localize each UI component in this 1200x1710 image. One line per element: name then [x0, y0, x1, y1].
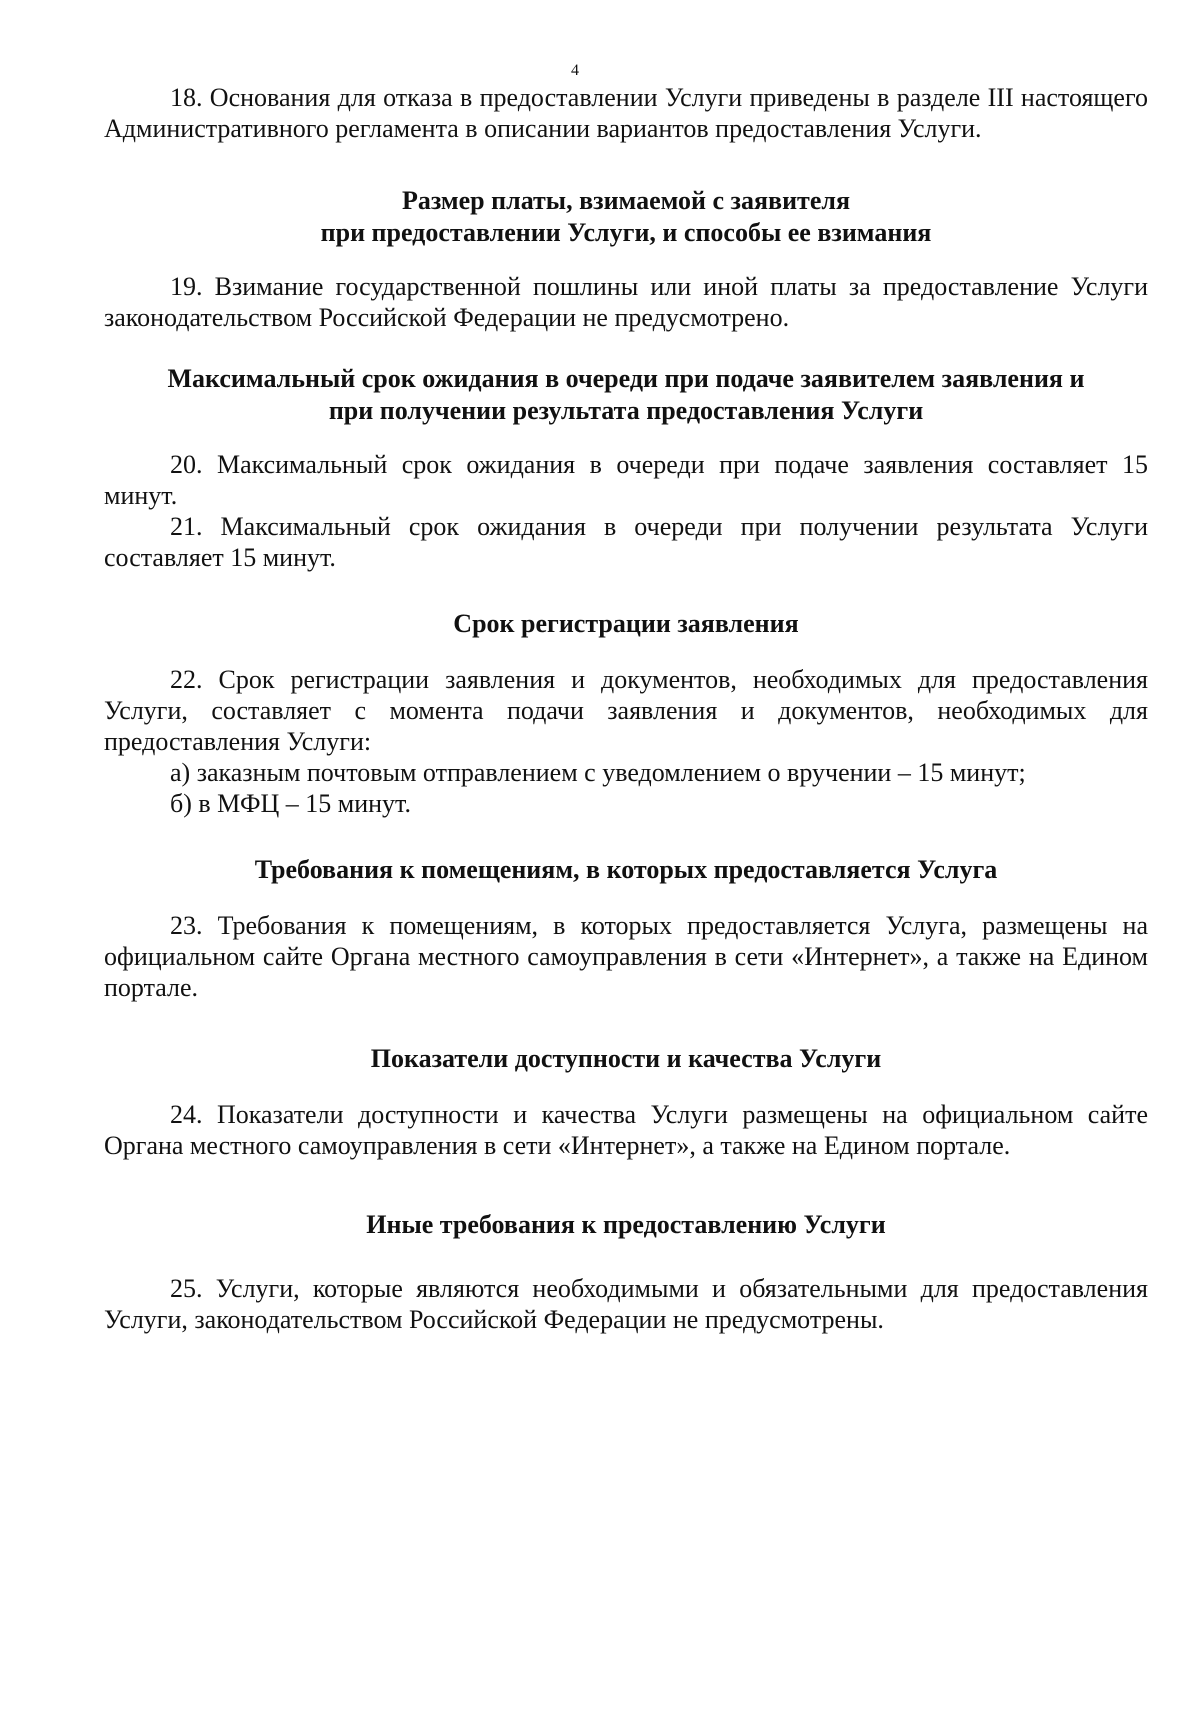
- heading-queue-line2: при получении результата предоставления Услуги: [328, 396, 924, 425]
- paragraph-21: 21. Максимальный срок ожидания в очереди при получении результата Услуги составляет 15 минут.: [104, 512, 1148, 572]
- heading-fee: [104, 185, 1148, 249]
- paragraph-25: 25. Услуги, которые являются необходимыми и обязательными для предоставления Услуги, законодательством Российской Федерации не предусмотрены.: [104, 1274, 1148, 1334]
- paragraph-24: 24. Показатели доступности и качества Услуги размещены на официальном сайте Органа местного самоуправления в сети «Интернет», а также на Едином портале.: [104, 1100, 1148, 1160]
- page-number: 4: [571, 62, 579, 79]
- heading-queue: [104, 363, 1148, 427]
- paragraph-23: 23. Требования к помещениям, в которых предоставляется Услуга, размещены на официальном сайте Органа местного самоуправления в сети «Интернет», а также на Едином портале.: [104, 911, 1148, 1002]
- heading-fee-line1: Размер платы, взимаемой с заявителя: [401, 186, 851, 215]
- heading-registration: Срок регистрации заявления: [453, 609, 799, 638]
- paragraph-18: 18. Основания для отказа в предоставлении Услуги приведены в разделе III настоящего Административного регламента в описании вариантов предоставления Услуги.: [104, 83, 1148, 143]
- paragraph-22-item-a: а) заказным почтовым отправлением с уведомлением о вручении – 15 минут;: [170, 758, 1026, 787]
- paragraph-22-item-b: б) в МФЦ – 15 минут.: [170, 789, 411, 818]
- paragraph-19: 19. Взимание государственной пошлины или иной платы за предоставление Услуги законодательством Российской Федерации не предусмотрено.: [104, 272, 1148, 332]
- document-body: [104, 82, 1148, 1335]
- paragraph-22: 22. Срок регистрации заявления и документов, необходимых для предоставления Услуги, составляет с момента подачи заявления и документов, необходимых для предоставления Услуги:: [104, 665, 1148, 756]
- heading-indicators: Показатели доступности и качества Услуги: [370, 1044, 882, 1073]
- heading-fee-line2: при предоставлении Услуги, и способы ее взимания: [320, 218, 932, 247]
- heading-queue-line1: Максимальный срок ожидания в очереди при подаче заявителем заявления и: [167, 364, 1085, 393]
- heading-premises: Требования к помещениям, в которых предоставляется Услуга: [254, 855, 998, 884]
- heading-other-requirements: Иные требования к предоставлению Услуги: [366, 1210, 886, 1239]
- paragraph-20: 20. Максимальный срок ожидания в очереди при подаче заявления составляет 15 минут.: [104, 450, 1148, 510]
